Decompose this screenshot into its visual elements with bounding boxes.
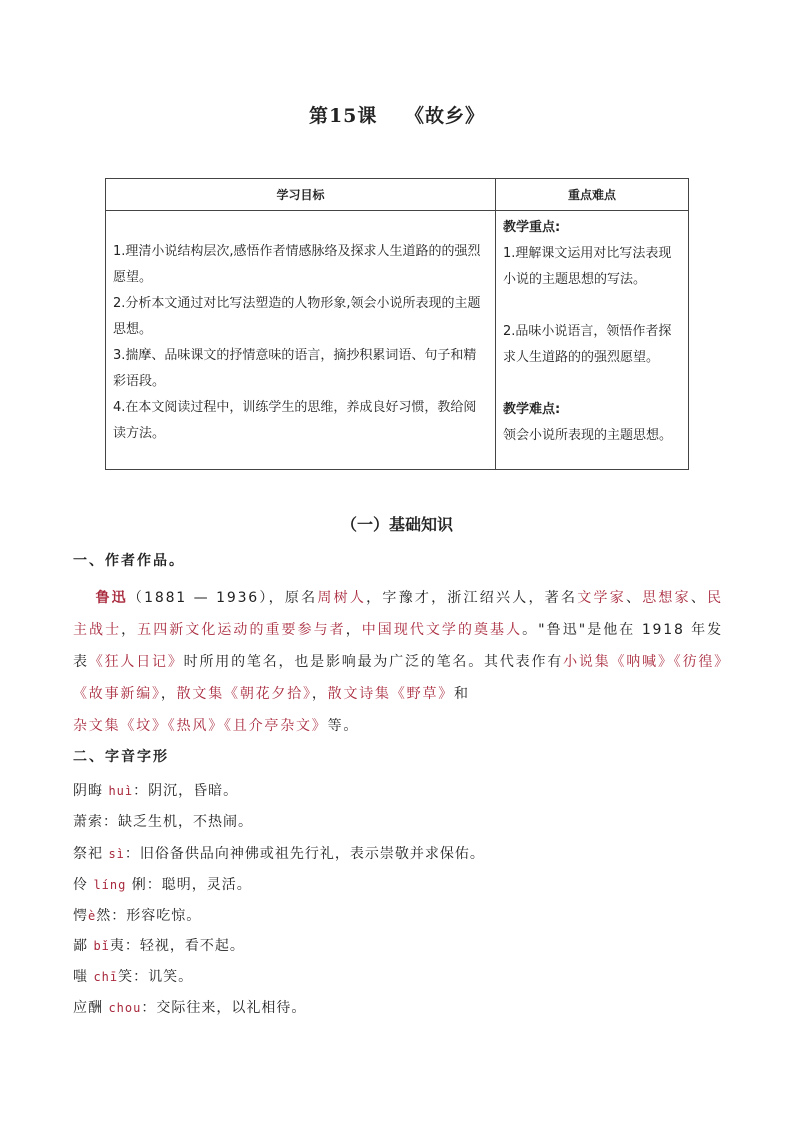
section-heading-author: 一、作者作品。: [73, 553, 185, 569]
section-title: （一）基础知识: [340, 515, 453, 534]
goal-item-3: 3.揣摩、品味课文的抒情意味的语言，摘抄积累词语、句子和精彩语段。: [113, 348, 477, 389]
vocab-item: 愕è然：形容吃惊。: [73, 908, 202, 924]
key-points-cell: [496, 211, 689, 470]
header-key: 重点难点: [496, 179, 689, 211]
difficulty-label: 教学难点:: [503, 402, 561, 417]
key-point-2: 2.品味小说语言，领悟作者探求人生道路的的强烈愿望。: [503, 324, 672, 365]
goal-item-4: 4.在本文阅读过程中，训练学生的思维，养成良好习惯，教给阅读方法。: [113, 400, 477, 441]
lesson-number: 第15课: [308, 105, 378, 127]
header-goals: 学习目标: [106, 179, 496, 211]
author-name: 鲁迅: [95, 590, 128, 606]
vocab-item: 鄙 bǐ夷：轻视，看不起。: [73, 938, 245, 954]
page-title: [0, 101, 794, 128]
goal-item-1: 1.理清小说结构层次,感悟作者情感脉络及探求人生道路的的强烈愿望。: [113, 244, 481, 285]
key-point-1: 1.理解课文运用对比写法表现小说的主题思想的写法。: [503, 246, 672, 287]
goals-table: [105, 178, 689, 470]
vocab-item: 嗤 chī笑：讥笑。: [73, 969, 194, 985]
vocab-item: 应酬 chou：交际往来，以礼相待。: [73, 1000, 307, 1016]
difficulty-text: 领会小说所表现的主题思想。: [503, 428, 673, 443]
vocab-item: 伶 líng 俐：聪明，灵活。: [73, 877, 252, 893]
vocab-item: 祭祀 sì：旧俗备供品向神佛或祖先行礼，表示崇敬并求保佑。: [73, 846, 485, 862]
author-paragraph: 鲁迅（1881 — 1936），原名周树人，字豫才，浙江绍兴人，著名文学家、思想家、民主战士，五四新文化运动的重要参与者，中国现代文学的奠基人。"鲁迅"是他在 1918 年发表《狂人日记》时所用的笔名，也是影响最为广泛的笔名。其代表作有小说集《呐喊》《彷徨》《故事新编》，散文集《朝花夕拾》，散文诗集《野草》和 杂文集《坟》《热风》《且介亭杂文》等。: [73, 590, 723, 734]
vocab-item: 萧索：缺乏生机，不热闹。: [73, 814, 253, 830]
goal-item-2: 2.分析本文通过对比写法塑造的人物形象,领会小说所表现的主题思想。: [113, 296, 481, 337]
goals-cell: [106, 211, 496, 470]
lesson-name: 《故乡》: [405, 105, 486, 127]
vocab-item: 阴晦 huì：阴沉，昏暗。: [73, 783, 239, 799]
section-heading-pronunciation: 二、字音字形: [73, 749, 169, 765]
key-points-label: 教学重点:: [503, 220, 561, 235]
